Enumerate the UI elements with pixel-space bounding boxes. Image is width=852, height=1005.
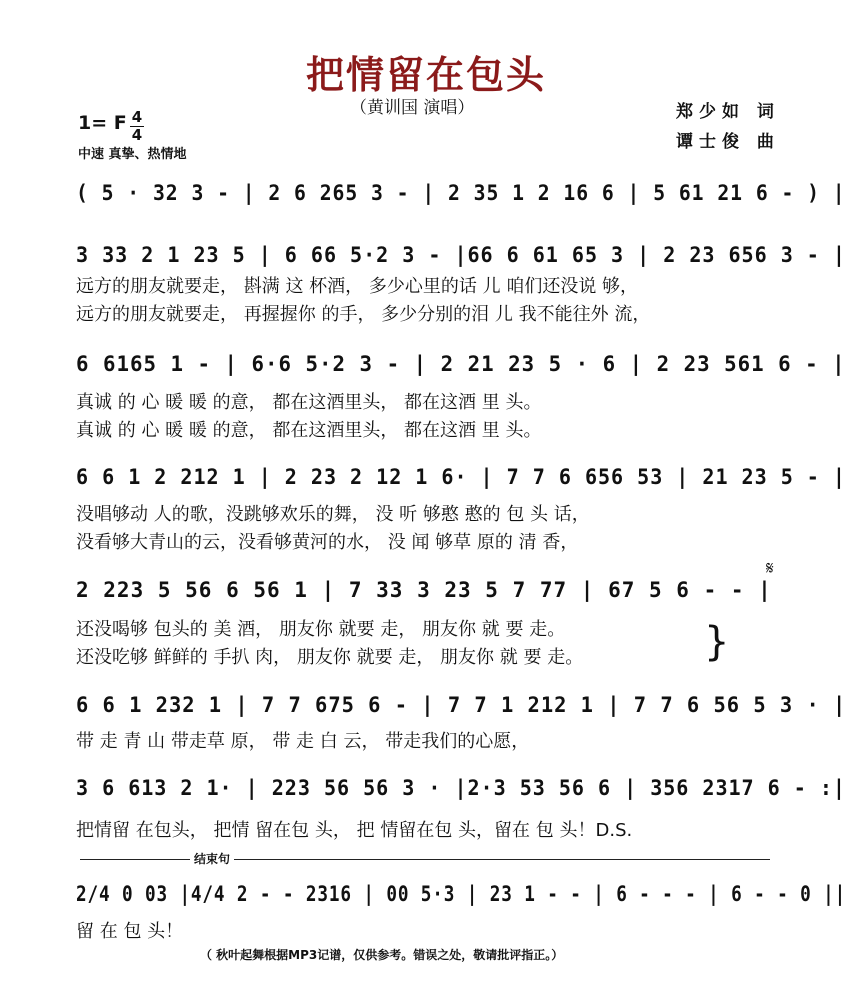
notation-row: 2/4 0 03 |4/4 2 - - 2316 | 00 5·3 | 23 1 - - | 6 - - - | 6 - - 0 ||	[76, 882, 847, 906]
lyric-line: 远方的朋友就要走， 斟满 这 杯酒， 多少心里的话 儿 咱们还没说 够，	[76, 276, 639, 297]
footer-note: （ 秋叶起舞根据MP3记谱，仅供参考。错误之处，敬请批评指正。）	[200, 948, 564, 962]
ending-rule	[80, 859, 770, 860]
notation-row: 6 6165 1 - | 6·6 5·2 3 - | 2 21 23 5 · 6 | 2 23 561 6 - |	[76, 352, 846, 376]
lyric-line: 真诚 的 心 暖 暖 的意， 都在这酒里头， 都在这酒 里 头。	[76, 420, 542, 441]
time-signature-top: 4	[131, 108, 143, 126]
notation-row: 6 6 1 232 1 | 7 7 675 6 - | 7 7 1 212 1 | 7 7 6 56 5 3 · |	[76, 693, 847, 717]
notation-row: 3 6 613 2 1· | 223 56 56 3 · |2·3 53 56 6 | 356 2317 6 - :|	[76, 776, 846, 800]
segno-sign: 𝄋	[766, 558, 774, 579]
lyric-line: 还没吃够 鲜鲜的 手扒 肉， 朋友你 就要 走， 朋友你 就 要 走。	[76, 647, 584, 668]
lyric-line: 还没喝够 包头的 美 酒， 朋友你 就要 走， 朋友你 就 要 走。	[76, 619, 566, 640]
composer-credit: 谭士俊 曲	[676, 132, 780, 152]
key-signature: 1= F	[78, 112, 127, 134]
lyric-line: 带 走 青 山 带走草 原， 带 走 白 云， 带走我们的心愿，	[76, 731, 530, 752]
lyric-line: 远方的朋友就要走， 再握握你 的手， 多少分别的泪 儿 我不能往外 流，	[76, 304, 651, 325]
song-title: 把情留在包头	[305, 53, 546, 97]
notation-row: 3 33 2 1 23 5 | 6 66 5·2 3 - |66 6 61 65 3 | 2 23 656 3 - |	[76, 243, 846, 267]
tempo-marking: 中速 真挚、热情地	[78, 147, 187, 162]
singer-credit: （黄训国 演唱）	[350, 98, 475, 118]
lyric-line: 真诚 的 心 暖 暖 的意， 都在这酒里头， 都在这酒 里 头。	[76, 392, 542, 413]
time-signature-bottom: 4	[131, 126, 143, 144]
notation-row: ( 5 · 32 3 - | 2 6 265 3 - | 2 35 1 2 16 6 | 5 61 21 6 - ) |	[76, 181, 846, 205]
notation-row: 6 6 1 2 212 1 | 2 23 2 12 1 6· | 7 7 6 656 53 | 21 23 5 - |	[76, 465, 846, 489]
ending-label: 结束句	[190, 850, 234, 867]
time-signature	[130, 110, 144, 143]
notation-row: 2 223 5 56 6 56 1 | 7 33 3 23 5 7 77 | 67 5 6 - - |	[76, 578, 772, 602]
lyricist-credit: 郑少如 词	[676, 102, 780, 122]
lyric-line: 没唱够动 人的歌，没跳够欢乐的舞， 没 听 够憨 憨的 包 头 话，	[76, 504, 590, 525]
lyric-line: 没看够大青山的云，没看够黄河的水， 没 闻 够草 原的 清 香，	[76, 532, 579, 553]
lyric-line: 留 在 包 头！	[76, 921, 184, 942]
lyric-line: 把情留 在包头， 把情 留在包 头， 把 情留在包 头，留在 包 头！D.S.	[76, 820, 633, 841]
repeat-brace: }	[704, 619, 730, 665]
